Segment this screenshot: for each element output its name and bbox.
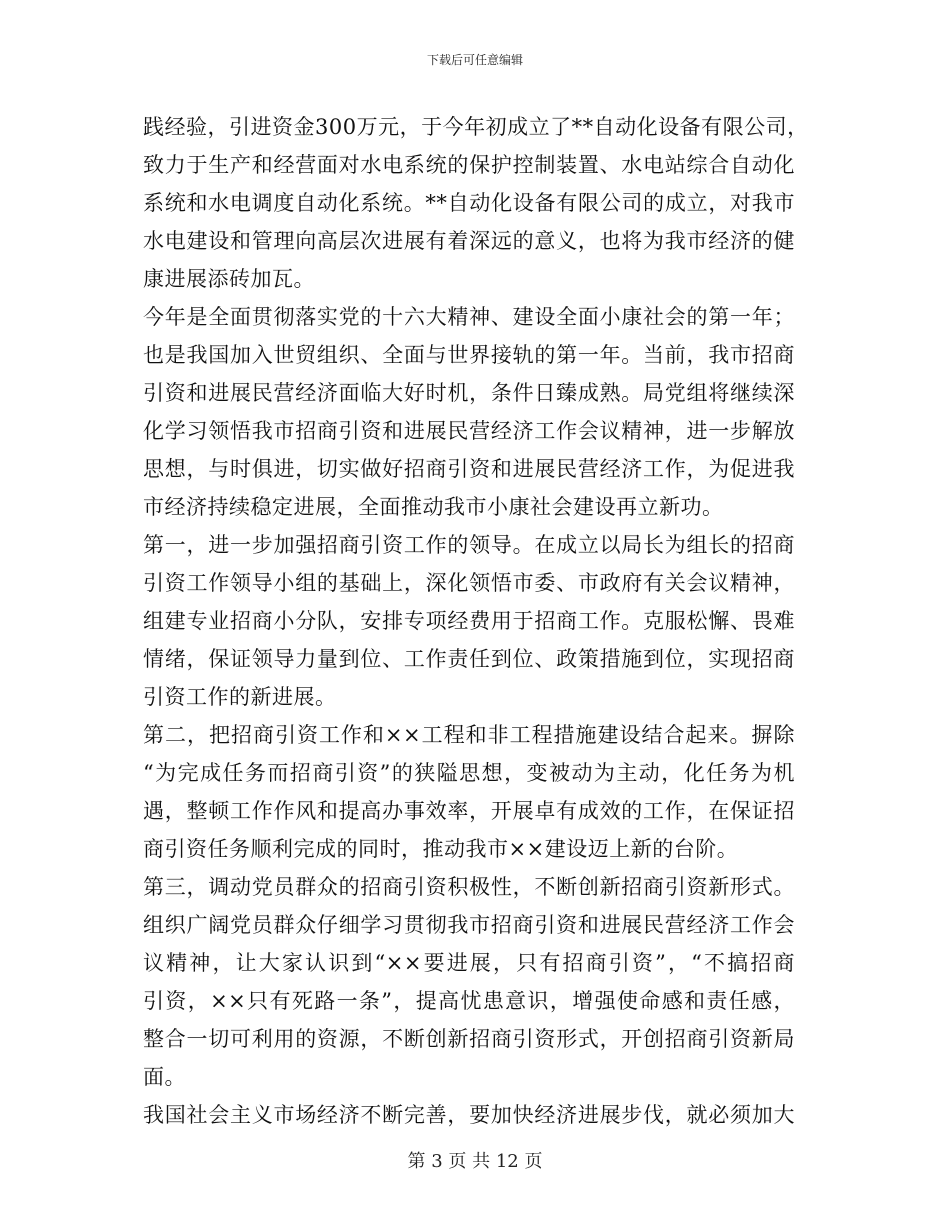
text-line: 引资工作的新进展。 (143, 685, 337, 709)
text-line: 整合一切可利用的资源，不断创新招商引资形式，开创招商引资新局 (143, 1027, 795, 1051)
page-header: 下载后可任意编辑 (426, 53, 523, 67)
text-line: 组织广阔党员群众仔细学习贯彻我市招商引资和进展民营经济工作会 (143, 913, 795, 937)
text-line: 第三，调动党员群众的招商引资积极性，不断创新招商引资新形式。 (143, 875, 795, 899)
text-line: 思想，与时俱进，切实做好招商引资和进展民营经济工作，为促进我 (143, 457, 795, 481)
text-line: 情绪，保证领导力量到位、工作责任到位、政策措施到位，实现招商 (143, 647, 795, 671)
text-line: 系统和水电调度自动化系统。**自动化设备有限公司的成立，对我市 (143, 191, 795, 215)
text-line: 遇，整顿工作作风和提高办事效率，开展卓有成效的工作，在保证招 (143, 799, 795, 823)
document-body (143, 108, 809, 1134)
text-line: 化学习领悟我市招商引资和进展民营经济工作会议精神，进一步解放 (143, 419, 795, 443)
text-line: 水电建设和管理向高层次进展有着深远的意义，也将为我市经济的健 (143, 229, 795, 253)
text-line: 组建专业招商小分队，安排专项经费用于招商工作。克服松懈、畏难 (143, 609, 795, 633)
text-line: 第一，进一步加强招商引资工作的领导。在成立以局长为组长的招商 (143, 533, 795, 557)
text-line: 康进展添砖加瓦。 (143, 267, 315, 291)
text-line: 引资，××只有死路一条”，提高忧患意识，增强使命感和责任感， (143, 989, 795, 1013)
text-line: 我国社会主义市场经济不断完善，要加快经济进展步伐，就必须加大 (143, 1103, 795, 1127)
text-line: 今年是全面贯彻落实党的十六大精神、建设全面小康社会的第一年； (143, 305, 795, 329)
page-number: 第 3 页 共 12 页 (407, 1151, 543, 1172)
text-line: 引资和进展民营经济面临大好时机，条件日臻成熟。局党组将继续深 (143, 381, 795, 405)
text-line: 践经验，引进资金300万元，于今年初成立了**自动化设备有限公司， (143, 115, 809, 139)
text-line: 第二，把招商引资工作和××工程和非工程措施建设结合起来。摒除 (143, 723, 795, 747)
text-line: 面。 (143, 1065, 186, 1089)
text-line: 致力于生产和经营面对水电系统的保护控制装置、水电站综合自动化 (143, 153, 795, 177)
text-line: 市经济持续稳定进展，全面推动我市小康社会建设再立新功。 (143, 495, 724, 519)
text-line: 引资工作领导小组的基础上，深化领悟市委、市政府有关会议精神， (143, 571, 795, 595)
text-line: 商引资任务顺利完成的同时，推动我市××建设迈上新的台阶。 (143, 837, 739, 861)
text-line: 议精神，让大家认识到“××要进展，只有招商引资”，“不搞招商 (143, 951, 795, 975)
text-line: 也是我国加入世贸组织、全面与世界接轨的第一年。当前，我市招商 (143, 343, 795, 367)
text-line: “为完成任务而招商引资”的狭隘思想，变被动为主动，化任务为机 (143, 761, 795, 785)
